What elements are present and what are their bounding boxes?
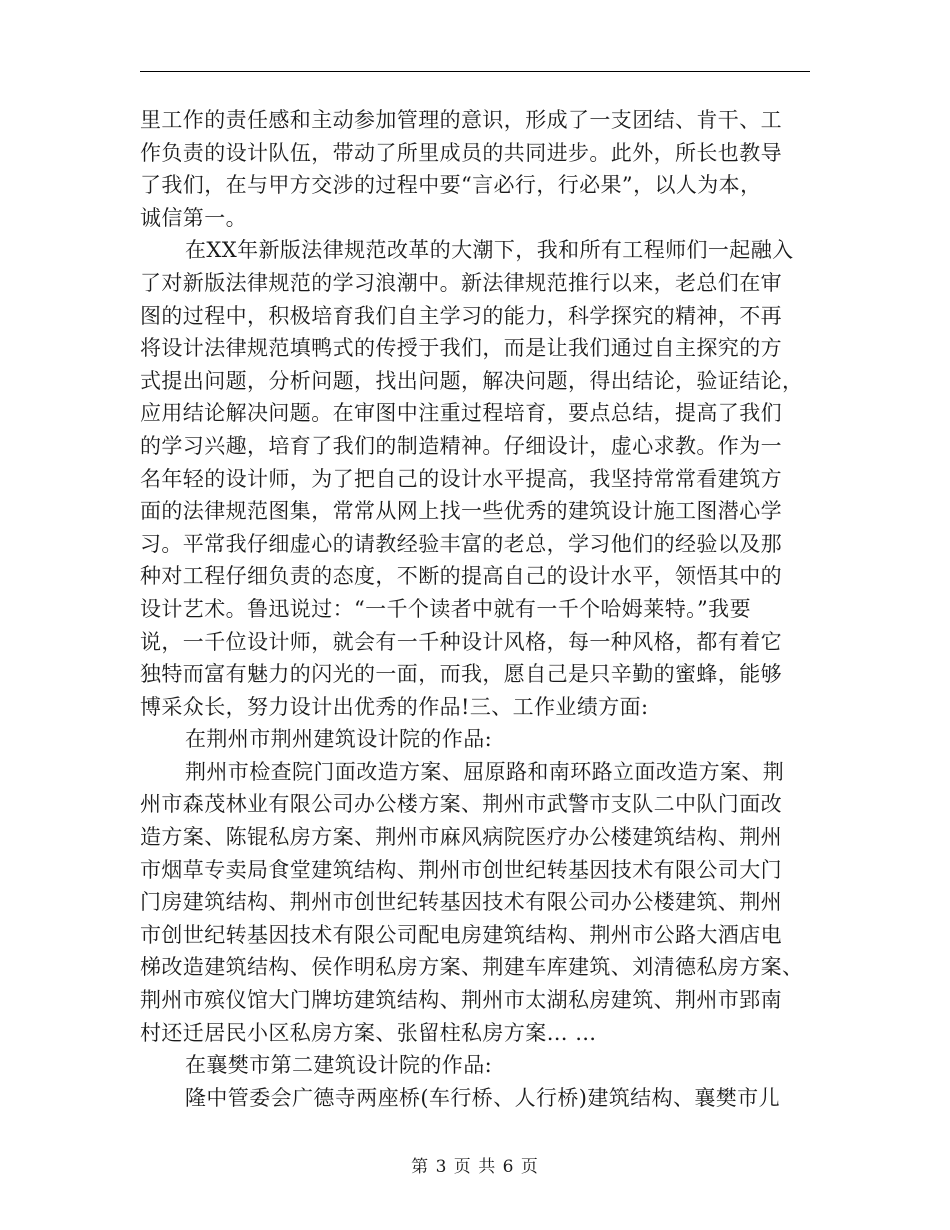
text-line: 门房建筑结构、荆州市创世纪转基因技术有限公司办公楼建筑、荆州 xyxy=(140,890,782,915)
text-line: 种对工程仔细负责的态度，不断的提高自己的设计水平，领悟其中的 xyxy=(140,564,782,589)
text-line: 独特而富有魅力的闪光的一面，而我，愿自己是只辛勤的蜜蜂，能够 xyxy=(140,662,782,687)
text-line: 在XX年新版法律规范改革的大潮下，我和所有工程师们一起融入 xyxy=(185,238,794,263)
paragraph xyxy=(140,756,815,1049)
text-line: 荆州市检查院门面改造方案、屈原路和南环路立面改造方案、荆 xyxy=(185,759,785,784)
paragraph xyxy=(140,1049,815,1082)
paragraph xyxy=(140,723,815,756)
text-line: 式提出问题，分析问题，找出问题，解决问题，得出结论，验证结论， xyxy=(140,368,804,393)
text-line: 梯改造建筑结构、侯作明私房方案、荆建车库建筑、刘清德私房方案、 xyxy=(140,955,804,980)
paragraph xyxy=(140,1082,815,1115)
paragraph xyxy=(140,234,815,723)
text-line: 博采众长，努力设计出优秀的作品!三、工作业绩方面: xyxy=(140,694,649,719)
text-line: 造方案、陈锟私房方案、荆州市麻风病院医疗办公楼建筑结构、荆州 xyxy=(140,825,782,850)
text-line: 习。平常我仔细虚心的请教经验丰富的老总，学习他们的经验以及那 xyxy=(140,531,782,556)
text-line: 市烟草专卖局食堂建筑结构、荆州市创世纪转基因技术有限公司大门 xyxy=(140,857,782,882)
text-line: 将设计法律规范填鸭式的传授于我们，而是让我们通过自主探究的方 xyxy=(140,336,782,361)
text-line: 了对新版法律规范的学习浪潮中。新法律规范推行以来，老总们在审 xyxy=(140,270,782,295)
text-line: 的学习兴趣，培育了我们的制造精神。仔细设计，虚心求教。作为一 xyxy=(140,433,782,458)
text-line: 面的法律规范图集，常常从网上找一些优秀的建筑设计施工图潜心学 xyxy=(140,499,782,524)
text-line: 诚信第一。 xyxy=(140,205,247,230)
text-line: 了我们，在与甲方交涉的过程中要“言必行，行必果”，以人为本， xyxy=(140,173,762,198)
paragraph xyxy=(140,104,815,234)
header-rule xyxy=(140,71,810,72)
text-line: 设计艺术。鲁迅说过：“一千个读者中就有一千个哈姆莱特。”我要 xyxy=(140,596,751,621)
text-line: 村还迁居民小区私房方案、张留柱私房方案… … xyxy=(140,1020,597,1045)
text-line: 名年轻的设计师，为了把自己的设计水平提高，我坚持常常看建筑方 xyxy=(140,466,782,491)
text-line: 里工作的责任感和主动参加管理的意识，形成了一支团结、肯干、工 xyxy=(140,108,782,132)
text-line: 在襄樊市第二建筑设计院的作品: xyxy=(185,1053,493,1078)
text-line: 图的过程中，积极培育我们自主学习的能力，科学探究的精神，不再 xyxy=(140,303,782,328)
page-footer: 第 3 页 共 6 页 xyxy=(411,1157,539,1177)
document-body xyxy=(140,104,815,1114)
text-line: 应用结论解决问题。在审图中注重过程培育，要点总结，提高了我们 xyxy=(140,401,782,426)
text-line: 说，一千位设计师，就会有一千种设计风格，每一种风格，都有着它 xyxy=(140,629,782,654)
text-line: 在荆州市荆州建筑设计院的作品: xyxy=(185,727,493,752)
text-line: 市创世纪转基因技术有限公司配电房建筑结构、荆州市公路大酒店电 xyxy=(140,922,782,947)
text-line: 州市森茂林业有限公司办公楼方案、荆州市武警市支队二中队门面改 xyxy=(140,792,782,817)
text-line: 隆中管委会广德寺两座桥(车行桥、人行桥)建筑结构、襄樊市儿 xyxy=(185,1085,780,1110)
text-line: 荆州市殡仪馆大门牌坊建筑结构、荆州市太湖私房建筑、荆州市郢南 xyxy=(140,988,782,1013)
text-line: 作负责的设计队伍，带动了所里成员的共同进步。此外，所长也教导 xyxy=(140,140,782,165)
